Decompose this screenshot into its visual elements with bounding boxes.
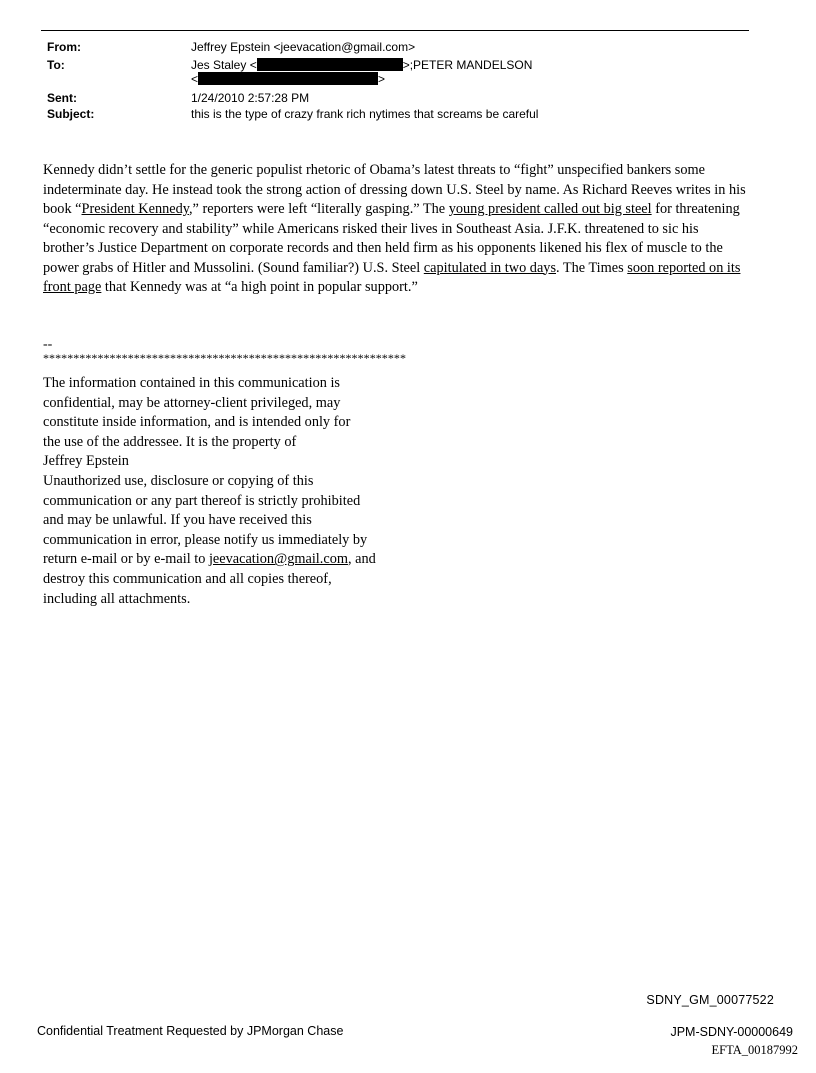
disclaimer-text: return e-mail or by e-mail to (43, 551, 209, 568)
to-value (191, 58, 532, 72)
disclaimer-line: constitute inside information, and is intended only for (43, 414, 351, 431)
body-text-segment: that Kennedy was at “a high point in popular support.” (101, 279, 418, 295)
disclaimer-line: including all attachments. (43, 590, 191, 607)
email-body (43, 161, 753, 298)
disclaimer-line (43, 550, 423, 570)
to-recipient-2: >;PETER MANDELSON (402, 58, 533, 72)
link-capitulated[interactable]: capitulated in two days (423, 259, 557, 276)
angle-close: > (378, 72, 386, 86)
bates-sdny: SDNY_GM_00077522 (646, 993, 774, 1007)
bates-jpm: JPM-SDNY-00000649 (670, 1025, 793, 1039)
link-front-page[interactable]: soon reported on its front page (43, 259, 741, 295)
link-president-kennedy[interactable]: President Kennedy (81, 201, 189, 217)
disclaimer-line: the use of the addressee. It is the property of (43, 433, 297, 450)
header-rule (41, 30, 749, 31)
disclaimer-line: The information contained in this communication is (43, 375, 340, 391)
disclaimer-line: Jeffrey Epstein (43, 453, 129, 470)
sent-value: 1/24/2010 2:57:28 PM (191, 91, 310, 105)
redaction-block (198, 72, 378, 85)
body-text-segment: ,” reporters were left “literally gasping.” The (188, 201, 449, 217)
subject-label: Subject: (47, 107, 95, 121)
body-paragraph (43, 161, 753, 298)
subject-value: this is the type of crazy frank rich nytimes that screams be careful (191, 107, 539, 121)
disclaimer-line: destroy this communication and all copies thereof, (43, 570, 332, 587)
email-link[interactable]: jeevacation@gmail.com (208, 551, 348, 568)
body-text-segment: . The Times (556, 259, 628, 276)
to-label: To: (47, 58, 65, 72)
disclaimer (43, 374, 423, 609)
to-value-line2 (191, 72, 385, 86)
sent-label: Sent: (47, 91, 77, 105)
disclaimer-line: Unauthorized use, disclosure or copying of this (43, 472, 314, 489)
bates-efta: EFTA_00187992 (711, 1043, 798, 1057)
body-text-segment: for threatening “economic recovery and stability” while Americans risked their lives in Southeast Asia. J.F.K. threatened to sic his brother’s Justice Department on corporate records and then held firm as his opponents likened his flex of muscle to the power grabs of Hitler and Mussolini. (Sound familiar?) U.S. Steel (43, 201, 740, 276)
disclaimer-line: communication or any part thereof is strictly prohibited (43, 492, 361, 509)
disclaimer-line: and may be unlawful. If you have received this (43, 512, 312, 529)
disclaimer-line: confidential, may be attorney-client privileged, may (43, 394, 341, 411)
confidential-notice: Confidential Treatment Requested by JPMorgan Chase (37, 1024, 344, 1038)
link-young-president[interactable]: young president called out big steel (448, 201, 652, 217)
disclaimer-text: , and (347, 551, 376, 568)
signature-separator: -- (43, 337, 53, 352)
angle-open: < (191, 72, 199, 86)
from-value: Jeffrey Epstein <jeevacation@gmail.com> (191, 40, 416, 54)
redaction-block (257, 58, 403, 71)
to-recipient-1: Jes Staley < (191, 58, 257, 72)
signature-stars: ************************************************************ (43, 351, 406, 365)
body-text-segment: Kennedy didn’t settle for the generic populist rhetoric of Obama’s latest threats to “fight” unspecified bankers some indeterminate day. He instead took the strong action of dressing down U.S. Steel by name. As Richard Reeves writes in his book “ (43, 162, 746, 217)
disclaimer-line: communication in error, please notify us immediately by (43, 531, 368, 548)
from-label: From: (47, 40, 81, 54)
